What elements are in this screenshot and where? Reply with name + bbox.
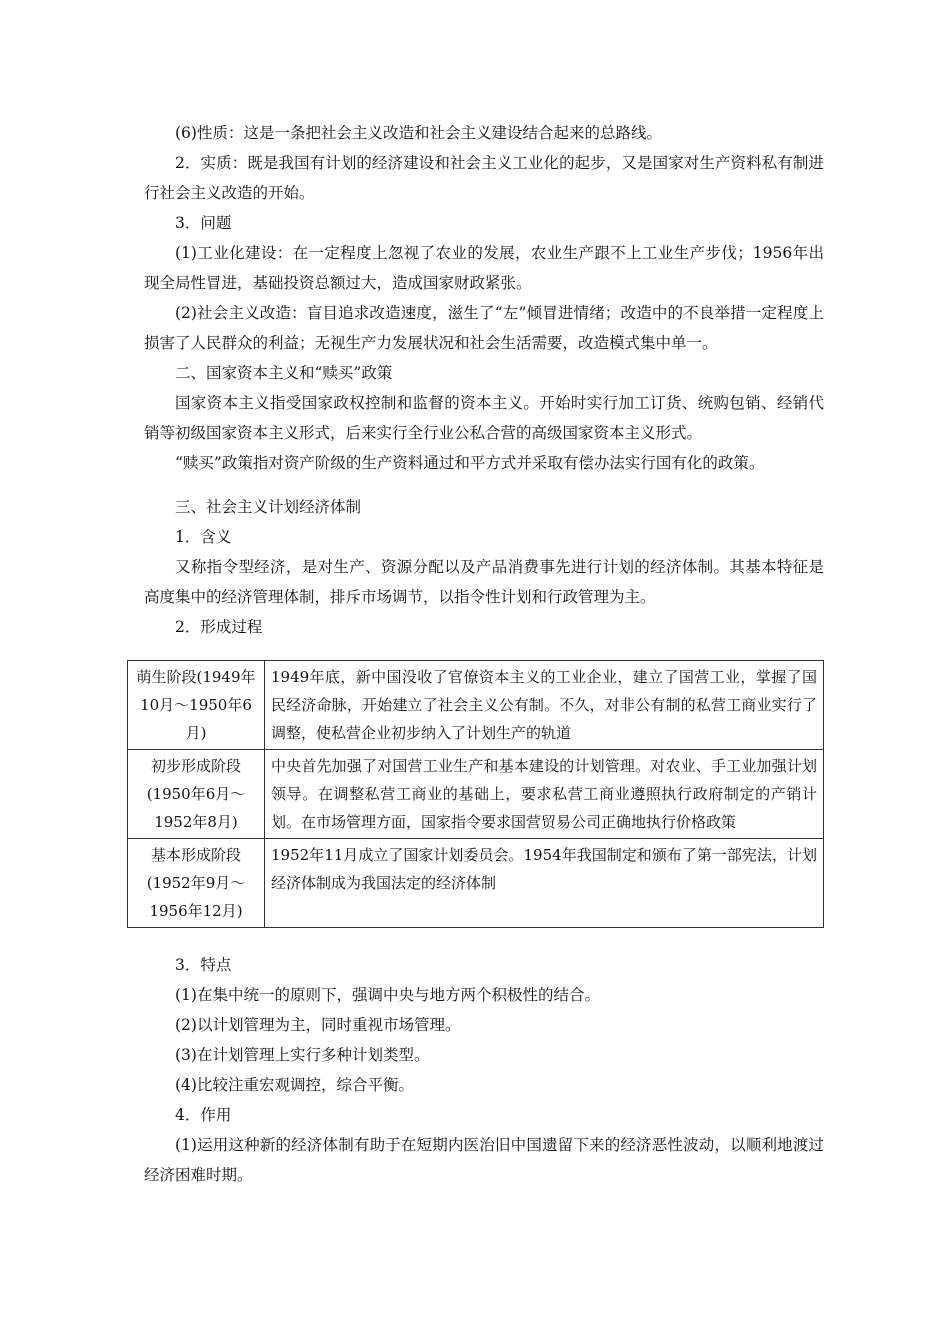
stage-description-cell: 中央首先加强了对国营工业生产和基本建设的计划管理。对农业、手工业加强计划领导。在调整私营工商业的基础上，要求私营工商业遵照执行政府制定的产销计划。在市场管理方面，国家指令要求国营贸易公司正确地执行价格政策 bbox=[265, 750, 824, 839]
paragraph-nature: (6)性质：这是一条把社会主义改造和社会主义建设结合起来的总路线。 bbox=[175, 124, 662, 142]
feature-item: (3)在计划管理上实行多种计划类型。 bbox=[175, 1046, 430, 1064]
paragraph-redemption-policy: “赎买”政策指对资产阶级的生产资料通过和平方式并采取有偿办法实行国有化的政策。 bbox=[175, 454, 765, 472]
feature-item: (2)以计划管理为主，同时重视市场管理。 bbox=[175, 1016, 461, 1034]
stage-name-cell: 萌生阶段(1949年10月～1950年6月) bbox=[128, 661, 265, 750]
stage-description-cell: 1949年底，新中国没收了官僚资本主义的工业企业，建立了国营工业，掌握了国民经济命脉，开始建立了社会主义公有制。不久，对非公有制的私营工商业实行了调整，使私营企业初步纳入了计划生产的轨道 bbox=[265, 661, 824, 750]
table-row bbox=[128, 839, 824, 928]
paragraph-socialist-transformation: (2)社会主义改造：盲目追求改造速度，滋生了“左”倾冒进情绪；改造中的不良举措一定程度上损害了人民群众的利益；无视生产力发展状况和社会生活需要，改造模式集中单一。 bbox=[144, 304, 824, 352]
table-row bbox=[128, 661, 824, 750]
paragraph-definition: 又称指令型经济，是对生产、资源分配以及产品消费事先进行计划的经济体制。其基本特征是高度集中的经济管理体制，排斥市场调节，以指令性计划和行政管理为主。 bbox=[144, 558, 824, 606]
heading-effects: 4．作用 bbox=[175, 1106, 232, 1124]
formation-stages-table bbox=[127, 660, 824, 928]
paragraph-state-capitalism: 国家资本主义指受国家政权控制和监督的资本主义。开始时实行加工订货、统购包销、经销代销等初级国家资本主义形式，后来实行全行业公私合营的高级国家资本主义形式。 bbox=[144, 394, 824, 442]
stage-description-cell: 1952年11月成立了国家计划委员会。1954年我国制定和颁布了第一部宪法，计划经济体制成为我国法定的经济体制 bbox=[265, 839, 824, 928]
stage-name-cell: 基本形成阶段(1952年9月～1956年12月) bbox=[128, 839, 265, 928]
paragraph-essence: 2．实质：既是我国有计划的经济建设和社会主义工业化的起步，又是国家对生产资料私有制进行社会主义改造的开始。 bbox=[144, 154, 824, 202]
heading-problems: 3．问题 bbox=[175, 214, 232, 232]
stage-name-cell: 初步形成阶段(1950年6月～1952年8月) bbox=[128, 750, 265, 839]
table-row bbox=[128, 750, 824, 839]
heading-formation-process: 2．形成过程 bbox=[175, 618, 263, 636]
effect-item: (1)运用这种新的经济体制有助于在短期内医治旧中国遗留下来的经济恶性波动，以顺利地渡过经济困难时期。 bbox=[144, 1136, 824, 1184]
heading-definition: 1．含义 bbox=[175, 528, 232, 546]
paragraph-industrialization: (1)工业化建设：在一定程度上忽视了农业的发展，农业生产跟不上工业生产步伐；1956年出现全局性冒进，基础投资总额过大，造成国家财政紧张。 bbox=[144, 244, 824, 292]
heading-planned-economy: 三、社会主义计划经济体制 bbox=[175, 498, 362, 516]
document-content bbox=[136, 118, 824, 1190]
heading-features: 3．特点 bbox=[175, 956, 232, 974]
heading-state-capitalism: 二、国家资本主义和“赎买”政策 bbox=[175, 364, 393, 382]
feature-item: (4)比较注重宏观调控，综合平衡。 bbox=[175, 1076, 414, 1094]
feature-item: (1)在集中统一的原则下，强调中央与地方两个积极性的结合。 bbox=[175, 986, 600, 1004]
